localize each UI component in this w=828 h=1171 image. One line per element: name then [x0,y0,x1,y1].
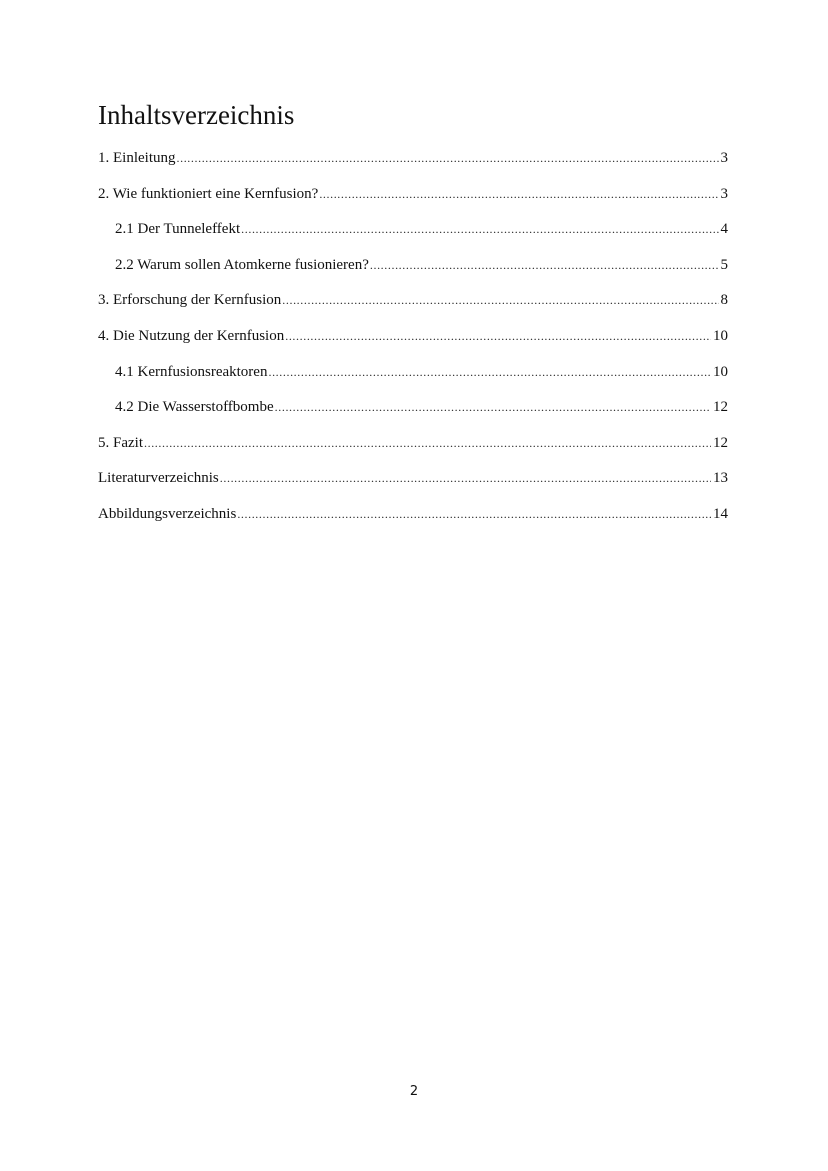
toc-entry-page: 12 [713,399,728,416]
toc-entry-label: 4.1 Kernfusionsreaktoren [115,363,268,380]
toc-entry-fazit[interactable] [98,431,728,467]
toc-entry-page: 3 [720,185,728,202]
toc-entry-label: 4.2 Die Wasserstoffbombe [115,399,274,416]
toc-dot-leader [144,431,711,455]
toc-entry-page: 12 [713,434,728,451]
toc-entry-label: 2.1 Der Tunneleffekt [115,221,241,238]
toc-entry-page: 13 [713,470,728,487]
toc-dot-leader [282,288,718,312]
toc-entry-page: 5 [720,256,728,273]
toc-dot-leader [237,502,711,526]
toc-entry-page: 8 [720,292,728,309]
toc-entry-label: 2.2 Warum sollen Atomkerne fusionieren? [115,256,369,273]
toc-entry-page: 14 [713,505,728,522]
toc-title: Inhaltsverzeichnis [98,100,295,130]
toc-dot-leader [241,217,718,241]
toc-entry-label: Literaturverzeichnis [98,470,219,487]
toc-entry-wasserstoffbombe[interactable] [98,395,728,431]
toc-entry-label: 3. Erforschung der Kernfusion [98,292,282,309]
toc-dot-leader [285,324,711,348]
toc-entry-kernfusion-funktion[interactable] [98,182,728,218]
toc-dot-leader [177,146,719,170]
toc-entry-label: 5. Fazit [98,434,143,451]
toc-dot-leader [275,395,711,419]
toc-entry-atomkerne-fusionieren[interactable] [98,253,728,289]
toc-entry-label: 1. Einleitung [98,150,176,166]
toc-entry-tunneleffekt[interactable] [98,217,728,253]
toc-entry-page: 4 [720,221,728,238]
table-of-contents [98,146,728,538]
toc-entry-label: 2. Wie funktioniert eine Kernfusion? [98,185,319,202]
toc-entry-page: 3 [720,150,728,166]
toc-entry-erforschung[interactable] [98,288,728,324]
toc-entry-abbildungsverzeichnis[interactable] [98,502,728,538]
toc-dot-leader [220,466,711,490]
toc-dot-leader [370,253,719,277]
toc-entry-label: 4. Die Nutzung der Kernfusion [98,327,285,344]
toc-entry-page: 10 [713,363,728,380]
toc-entry-label: Abbildungsverzeichnis [98,505,237,522]
toc-entry-reaktoren[interactable] [98,360,728,396]
toc-entry-literaturverzeichnis[interactable] [98,466,728,502]
toc-entry-page: 10 [713,327,728,344]
toc-entry-nutzung[interactable] [98,324,728,360]
toc-dot-leader [319,182,718,206]
page-number: 2 [409,1084,419,1099]
toc-entry-einleitung[interactable] [98,146,728,182]
toc-dot-leader [268,360,711,384]
